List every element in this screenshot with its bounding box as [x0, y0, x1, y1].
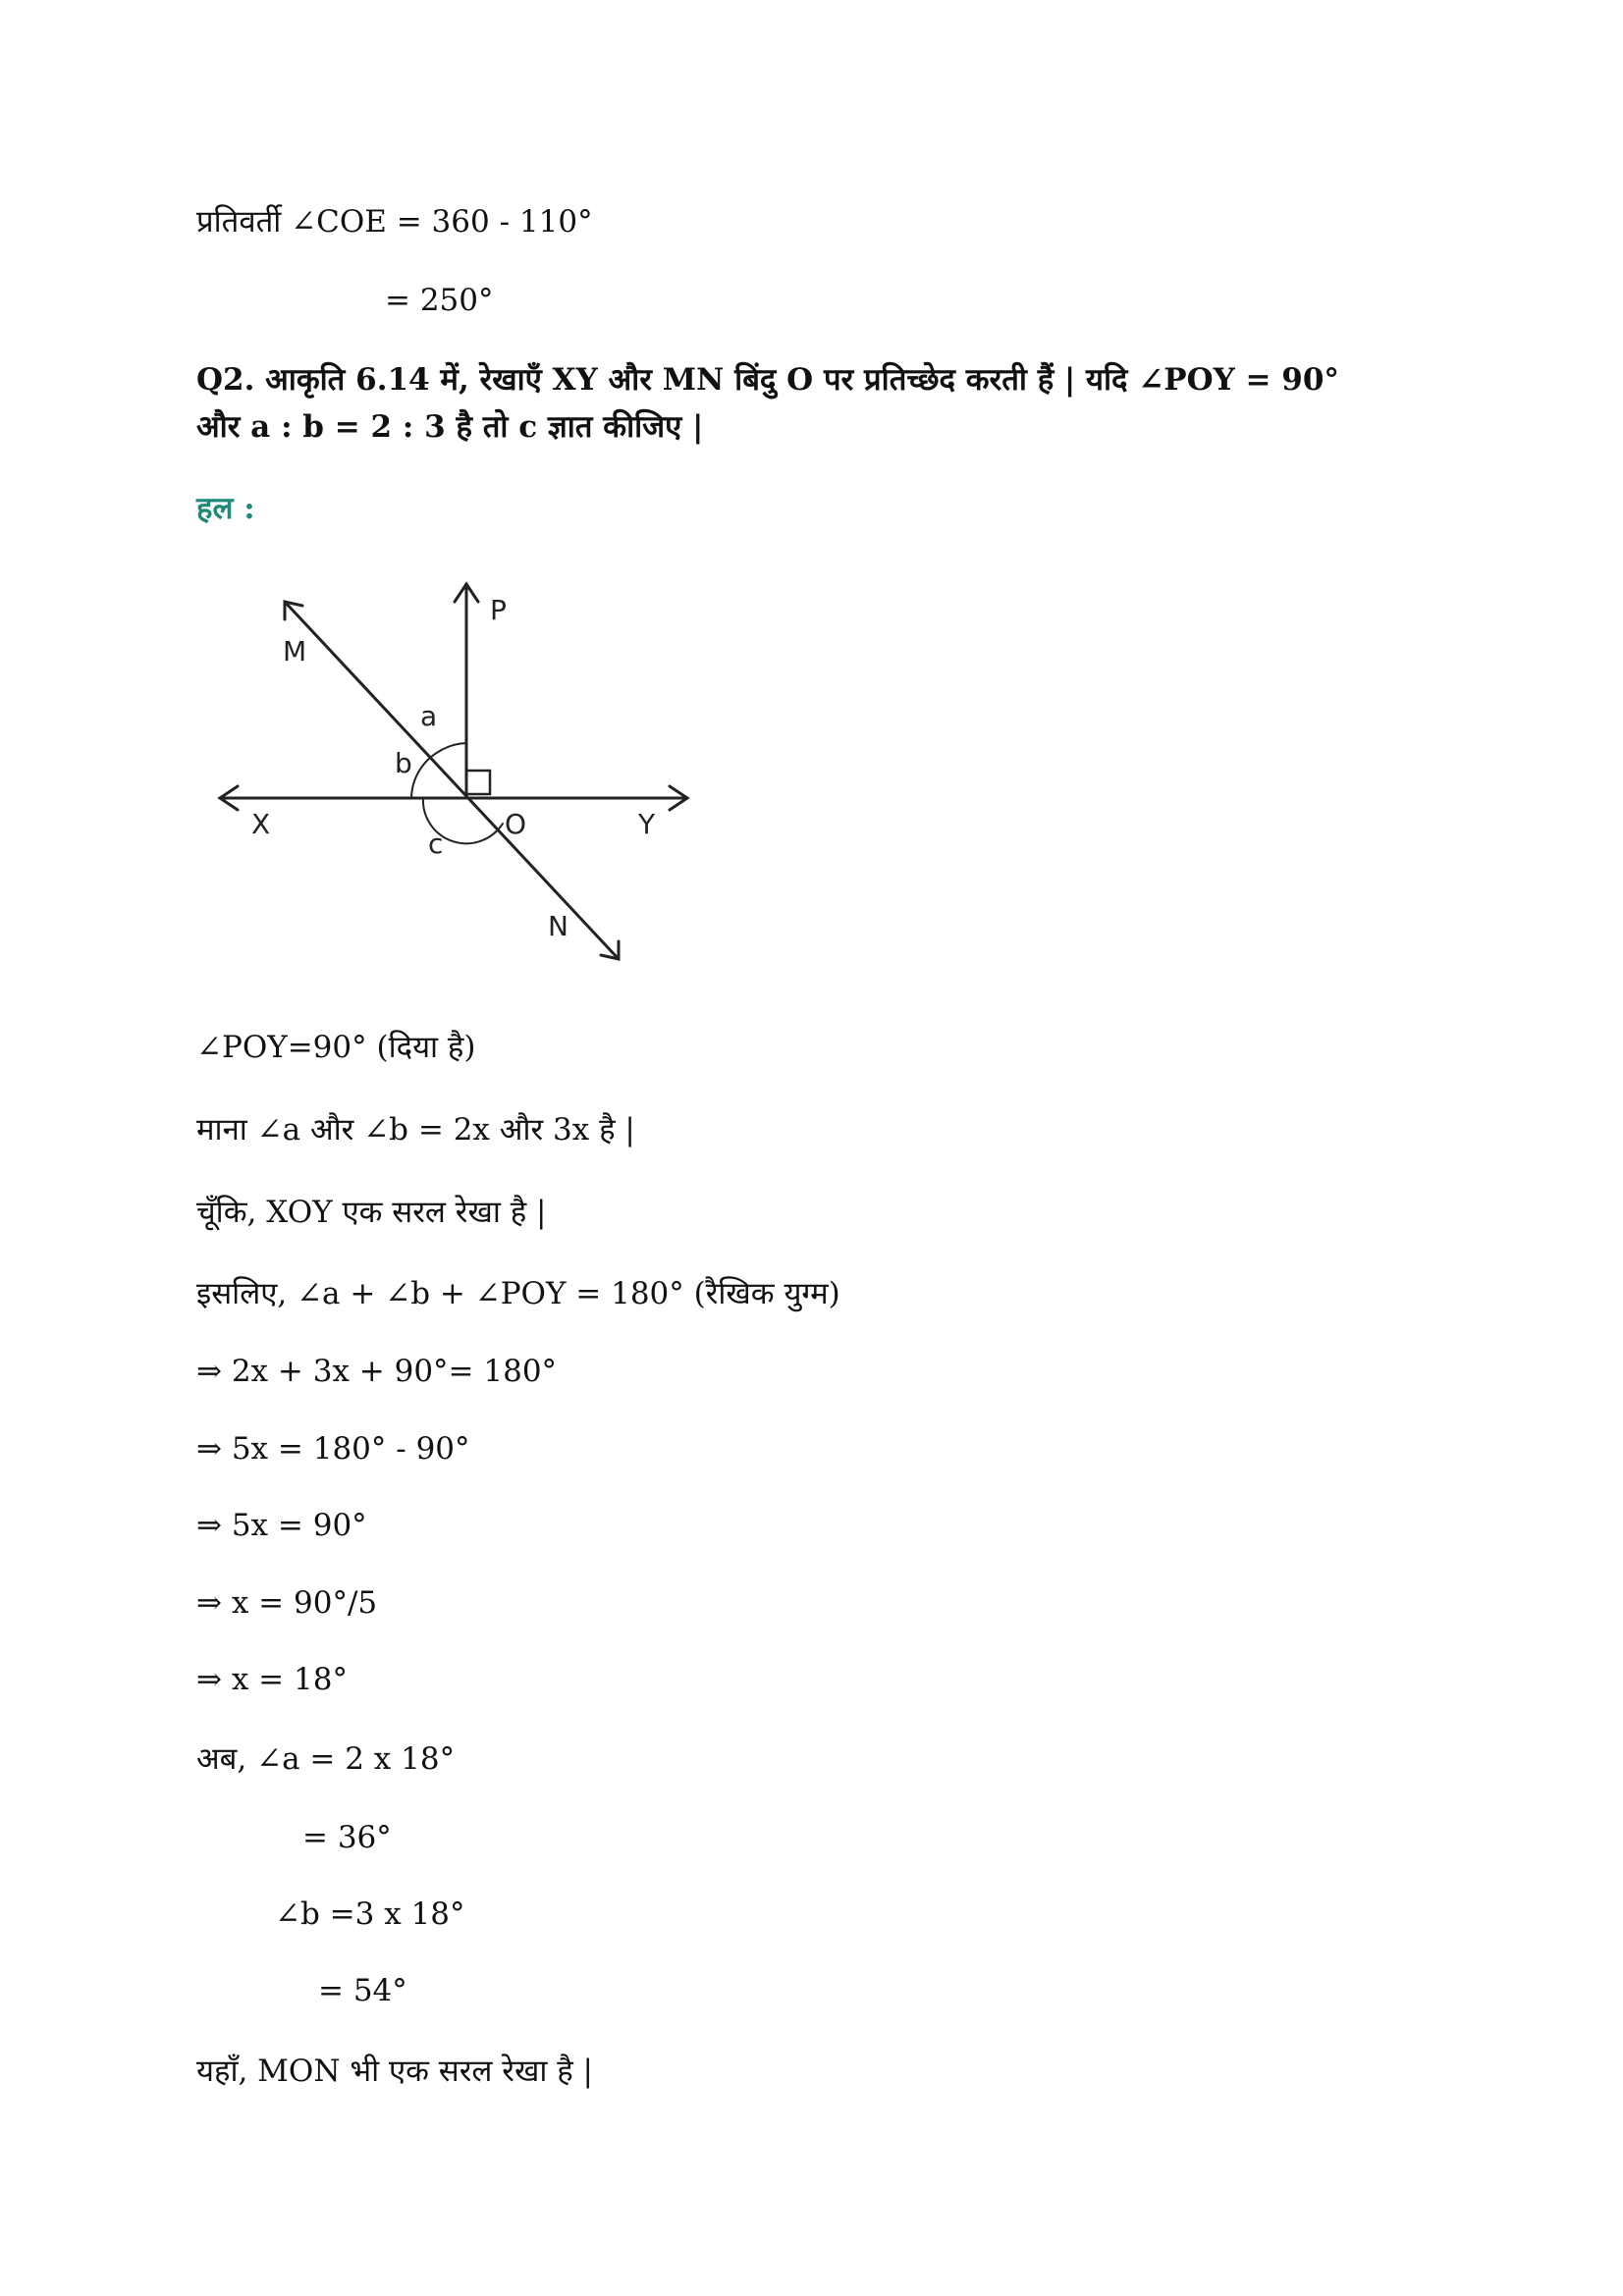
step-line: ∠b =3 x 18° — [275, 1896, 465, 1932]
right-angle-marker — [466, 771, 490, 794]
label-o: O — [505, 808, 527, 840]
label-p: P — [490, 594, 507, 626]
solution-label: हल : — [196, 491, 255, 526]
label-y: Y — [638, 808, 656, 840]
step-line: चूँकि, XOY एक सरल रेखा है | — [196, 1195, 547, 1230]
label-c: c — [428, 828, 444, 860]
step-line: ⇒ 2x + 3x + 90°= 180° — [196, 1354, 558, 1389]
question-line-2: और a : b = 2 : 3 है तो c ज्ञात कीजिए | — [196, 409, 704, 445]
geometry-figure — [208, 566, 719, 979]
label-m: M — [283, 635, 307, 667]
arc-a — [440, 743, 466, 751]
step-line: यहाँ, MON भी एक सरल रेखा है | — [196, 2054, 593, 2089]
label-n: N — [548, 910, 568, 942]
step-line: ⇒ x = 90°/5 — [196, 1585, 378, 1621]
step-line: अब, ∠a = 2 x 18° — [196, 1741, 456, 1777]
label-x: X — [251, 808, 271, 840]
step-line: ⇒ x = 18° — [196, 1662, 348, 1697]
step-line: = 54° — [318, 1973, 407, 2008]
question-line-1: Q2. आकृति 6.14 में, रेखाएँ XY और MN बिंदु O पर प्रतिच्छेद करती हैं | यदि ∠POY = 90° — [196, 362, 1339, 398]
step-line: = 36° — [302, 1820, 392, 1855]
text-line: = 250° — [385, 283, 494, 318]
label-a: a — [420, 700, 438, 732]
label-b: b — [395, 747, 412, 779]
step-line: माना ∠a और ∠b = 2x और 3x है | — [196, 1112, 635, 1148]
step-line: ⇒ 5x = 90° — [196, 1508, 367, 1543]
text-line: प्रतिवर्ती ∠COE = 360 - 110° — [196, 204, 593, 240]
line-mn — [285, 602, 619, 959]
step-line: ∠POY=90° (दिया है) — [196, 1030, 476, 1065]
step-line: ⇒ 5x = 180° - 90° — [196, 1431, 470, 1467]
step-line: इसलिए, ∠a + ∠b + ∠POY = 180° (रैखिक युग्म) — [196, 1276, 840, 1311]
arc-b — [411, 751, 440, 798]
